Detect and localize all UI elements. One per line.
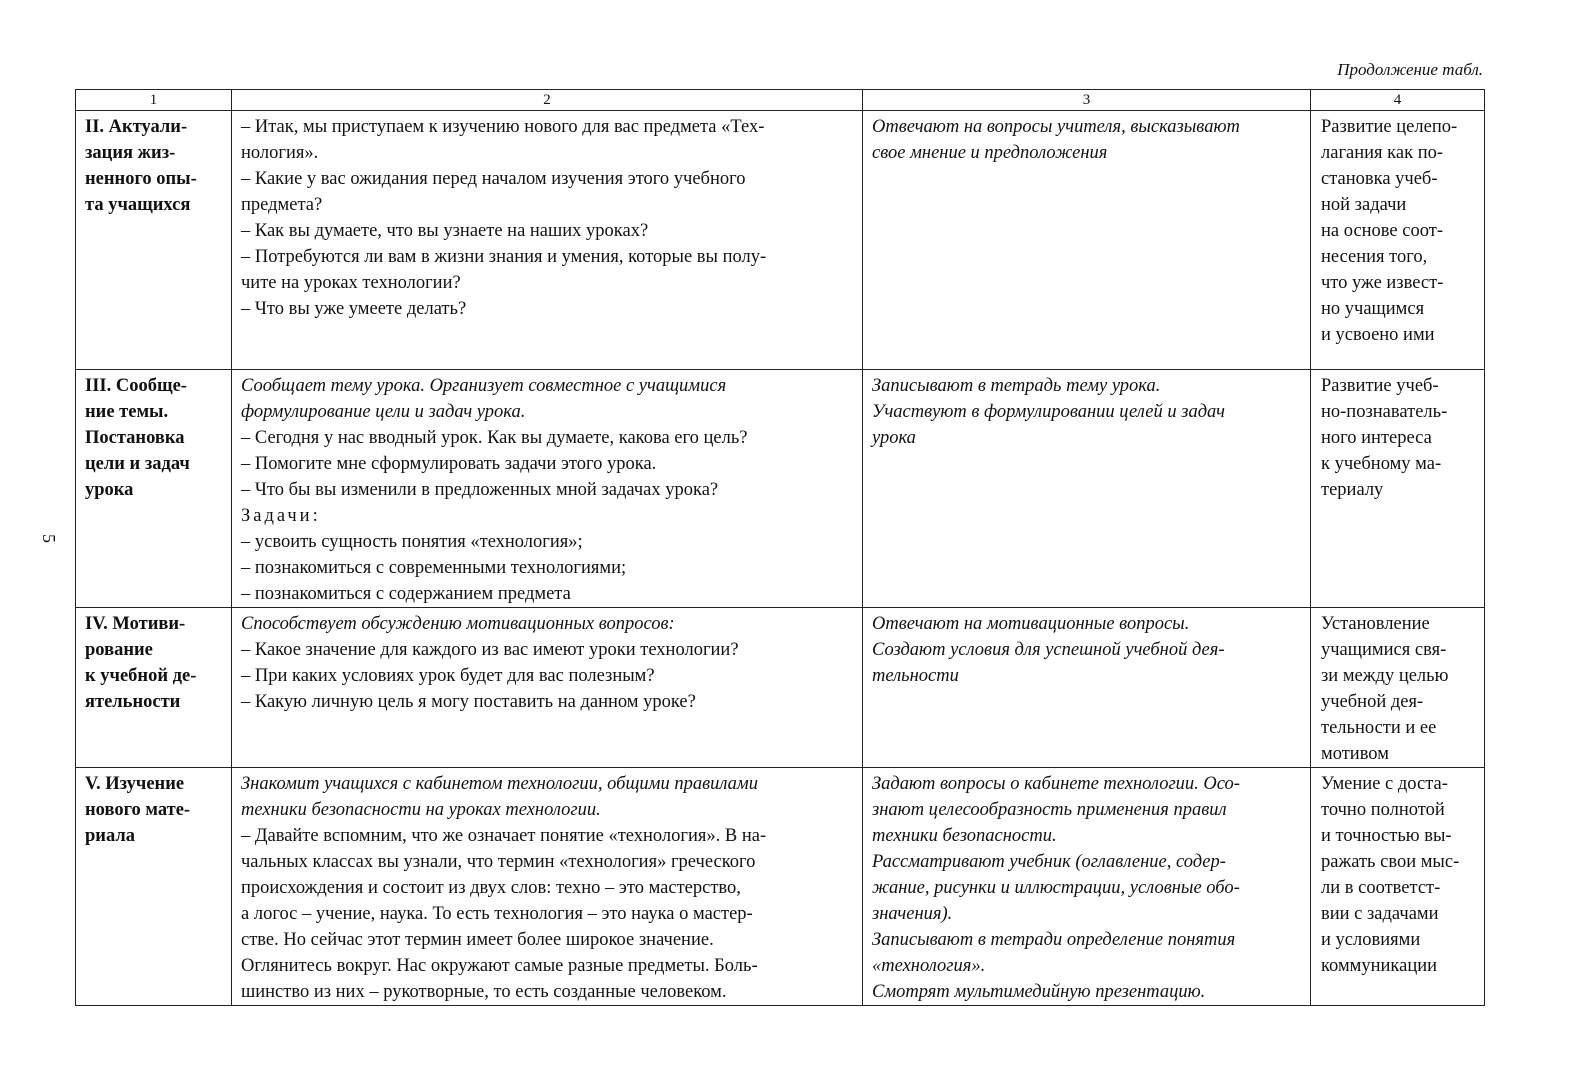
result-line: мотивом <box>1321 744 1389 764</box>
teacher-line: – Что вы уже умеете делать? <box>241 299 467 319</box>
teacher-line: – Какую личную цель я могу поставить на данном уроке? <box>241 692 696 712</box>
teacher-line: – Сегодня у нас вводный урок. Как вы думаете, какова его цель? <box>241 428 748 448</box>
student-line: тельности <box>872 666 959 686</box>
student-line: Записывают в тетрадь тему урока. <box>872 376 1161 396</box>
result-line: но учащимся <box>1321 299 1425 319</box>
teacher-line: чальных классах вы узнали, что термин «технология» греческого <box>241 852 756 872</box>
stage-cell <box>76 608 232 768</box>
result-line: к учебному ма- <box>1321 454 1442 474</box>
result-line: но-познаватель- <box>1321 402 1448 422</box>
teacher-line: Знакомит учащихся с кабинетом технологии, общими правилами <box>241 774 758 794</box>
teacher-line: – Какие у вас ожидания перед началом изучения этого учебного <box>241 169 746 189</box>
teacher-line: происхождения и состоит из двух слов: техно – это мастерство, <box>241 878 741 898</box>
student-activity-cell <box>863 370 1311 608</box>
result-line: на основе соот- <box>1321 221 1443 241</box>
teacher-line: – Какое значение для каждого из вас имеют уроки технологии? <box>241 640 739 660</box>
result-line: Установление <box>1321 614 1430 634</box>
result-cell <box>1311 768 1485 1006</box>
result-line: Умение с доста- <box>1321 774 1448 794</box>
lesson-table <box>75 89 1485 1006</box>
result-line: точно полнотой <box>1321 800 1445 820</box>
result-line: учебной дея- <box>1321 692 1424 712</box>
result-line: ли в соответст- <box>1321 878 1441 898</box>
column-header: 2 <box>232 90 863 111</box>
student-line: Отвечают на мотивационные вопросы. <box>872 614 1190 634</box>
student-line: Смотрят мультимедийную презентацию. <box>872 982 1206 1002</box>
teacher-line: – Итак, мы приступаем к изучению нового для вас предмета «Тех- <box>241 117 765 137</box>
teacher-line: – усвоить сущность понятия «технология»; <box>241 532 583 552</box>
teacher-line: – Как вы думаете, что вы узнаете на наших уроках? <box>241 221 649 241</box>
result-cell <box>1311 111 1485 370</box>
teacher-line: нология». <box>241 143 319 163</box>
result-line: ной задачи <box>1321 195 1407 215</box>
stage-line: III. Сообще- <box>85 376 187 396</box>
teacher-activity-cell <box>232 111 863 370</box>
result-line: териалу <box>1321 480 1384 500</box>
result-line: зи между целью <box>1321 666 1449 686</box>
result-cell <box>1311 370 1485 608</box>
teacher-line: – Потребуются ли вам в жизни знания и умения, которые вы полу- <box>241 247 767 267</box>
teacher-line: формулирование цели и задач урока. <box>241 402 526 422</box>
teacher-line: Способствует обсуждению мотивационных вопросов: <box>241 614 675 634</box>
stage-line: рование <box>85 640 153 660</box>
table-row <box>76 768 1485 1006</box>
student-line: техники безопасности. <box>872 826 1057 846</box>
student-line: Отвечают на вопросы учителя, высказывают <box>872 117 1240 137</box>
column-header: 3 <box>863 90 1311 111</box>
column-header: 4 <box>1311 90 1485 111</box>
result-cell <box>1311 608 1485 768</box>
teacher-line: Сообщает тему урока. Организует совместное с учащимися <box>241 376 727 396</box>
student-line: Участвуют в формулировании целей и задач <box>872 402 1225 422</box>
stage-line: Постановка <box>85 428 185 448</box>
student-line: урока <box>872 428 916 448</box>
teacher-activity-cell <box>232 768 863 1006</box>
stage-line: V. Изучение <box>85 774 185 794</box>
stage-line: та учащихся <box>85 195 191 215</box>
stage-line: ние темы. <box>85 402 169 422</box>
result-line: ного интереса <box>1321 428 1432 448</box>
student-line: Создают условия для успешной учебной дея- <box>872 640 1225 660</box>
teacher-line: – познакомиться с содержанием предмета <box>241 584 571 604</box>
teacher-line: – Помогите мне сформулировать задачи этого урока. <box>241 454 657 474</box>
result-line: несения того, <box>1321 247 1428 267</box>
teacher-line: шинство из них – рукотворные, то есть созданные человеком. <box>241 982 727 1002</box>
teacher-line: техники безопасности на уроках технологии. <box>241 800 601 820</box>
header-row <box>76 90 1485 111</box>
teacher-line: Задачи: <box>241 506 321 526</box>
stage-line: IV. Мотиви- <box>85 614 186 634</box>
student-line: знают целесообразность применения правил <box>872 800 1227 820</box>
student-line: Рассматривают учебник (оглавление, содер- <box>872 852 1226 872</box>
result-line: вии с задачами <box>1321 904 1439 924</box>
result-line: Развитие целепо- <box>1321 117 1458 137</box>
column-header: 1 <box>76 90 232 111</box>
stage-line: II. Актуали- <box>85 117 188 137</box>
teacher-line: – Что бы вы изменили в предложенных мной задачах урока? <box>241 480 719 500</box>
teacher-line: – познакомиться с современными технологиями; <box>241 558 627 578</box>
stage-cell <box>76 768 232 1006</box>
student-line: Записывают в тетради определение понятия <box>872 930 1236 950</box>
result-line: Развитие учеб- <box>1321 376 1439 396</box>
result-line: становка учеб- <box>1321 169 1438 189</box>
stage-line: ненного опы- <box>85 169 197 189</box>
table-caption: Продолжение табл. <box>1337 60 1483 79</box>
stage-line: цели и задач <box>85 454 190 474</box>
result-line: тельности и ее <box>1321 718 1437 738</box>
teacher-activity-cell <box>232 608 863 768</box>
teacher-line: стве. Но сейчас этот термин имеет более широкое значение. <box>241 930 714 950</box>
teacher-line: – При каких условиях урок будет для вас полезным? <box>241 666 655 686</box>
student-line: свое мнение и предположения <box>872 143 1108 163</box>
result-line: учащимися свя- <box>1321 640 1447 660</box>
teacher-line: предмета? <box>241 195 323 215</box>
student-activity-cell <box>863 608 1311 768</box>
stage-line: зация жиз- <box>85 143 176 163</box>
result-line: что уже извест- <box>1321 273 1444 293</box>
result-line: и условиями <box>1321 930 1421 950</box>
result-line: коммуникации <box>1321 956 1438 976</box>
result-line: лагания как по- <box>1321 143 1444 163</box>
table-row <box>76 111 1485 370</box>
teacher-line: – Давайте вспомним, что же означает понятие «технология». В на- <box>241 826 767 846</box>
teacher-activity-cell <box>232 370 863 608</box>
stage-line: риала <box>85 826 135 846</box>
student-line: значения). <box>872 904 953 924</box>
stage-cell <box>76 370 232 608</box>
result-line: и точностью вы- <box>1321 826 1452 846</box>
result-line: и усвоено ими <box>1321 325 1435 345</box>
student-activity-cell <box>863 111 1311 370</box>
student-activity-cell <box>863 768 1311 1006</box>
teacher-line: а логос – учение, наука. То есть технология – это наука о мастер- <box>241 904 753 924</box>
stage-line: урока <box>85 480 134 500</box>
student-line: «технология». <box>872 956 986 976</box>
student-line: Задают вопросы о кабинете технологии. Осо- <box>872 774 1240 794</box>
table-row <box>76 608 1485 768</box>
page-number: 5 <box>39 534 59 543</box>
stage-line: ятельности <box>85 692 181 712</box>
result-line: ражать свои мыс- <box>1321 852 1460 872</box>
student-line: жание, рисунки и иллюстрации, условные обо- <box>872 878 1240 898</box>
stage-line: нового мате- <box>85 800 191 820</box>
stage-line: к учебной де- <box>85 666 197 686</box>
table-row <box>76 370 1485 608</box>
teacher-line: Оглянитесь вокруг. Нас окружают самые разные предметы. Боль- <box>241 956 758 976</box>
teacher-line: чите на уроках технологии? <box>241 273 461 293</box>
stage-cell <box>76 111 232 370</box>
